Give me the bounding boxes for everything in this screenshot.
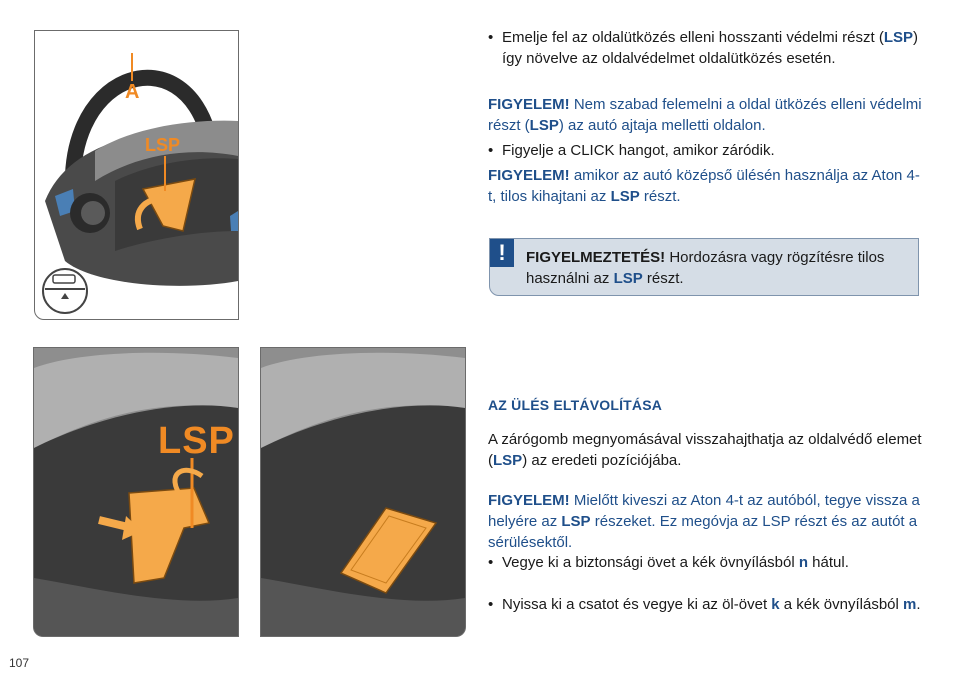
- bullet-raise-lsp: • Emelje fel az oldalütközés elleni hosszanti védelmi részt (LSP) így növelve az oldalvédelmet oldalütközés esetén.: [488, 27, 928, 69]
- exclamation-icon: !: [490, 239, 514, 267]
- bullet-open-buckle: • Nyissa ki a csatot és vegye ki az öl-övet k a kék övnyílásból m.: [488, 594, 928, 615]
- warning-text: FIGYELMEZTETÉS! Hordozásra vagy rögzítésre tilos használni az LSP részt.: [526, 249, 885, 287]
- bullet-click: • Figyelje a CLICK hangot, amikor záródik.: [488, 140, 928, 161]
- note-before-removal: FIGYELEM! Mielőtt kiveszi az Aton 4-t az autóból, tegye vissza a helyére az LSP részeket. Ez megóvja az LSP részt és az autót a sérülésektől.: [488, 492, 920, 551]
- carrier-figure: [34, 30, 239, 320]
- lsp-folded-illustration: [261, 348, 465, 636]
- lsp-fold-figure: [33, 347, 239, 637]
- page-number: 107: [9, 656, 30, 670]
- carrier-illustration: [35, 31, 238, 319]
- note-door-side: FIGYELEM! Nem szabad felemelni a oldal ütközés elleni védelmi részt (LSP) az autó ajtaja melletti oldalon.: [488, 96, 922, 134]
- label-lsp-top: LSP: [145, 135, 181, 155]
- label-lsp-bottom: LSP: [158, 420, 235, 462]
- lsp-folded-figure: [260, 347, 466, 637]
- section-paragraph: A zárógomb megnyomásával visszahajthatja az oldalvédő elemet (LSP) az eredeti pozíciójába.: [488, 431, 922, 469]
- note-middle-seat: FIGYELEM! amikor az autó középső ülésén használja az Aton 4-t, tilos kihajtani az LSP részt.: [488, 167, 920, 205]
- bullet-remove-belt: • Vegye ki a biztonsági övet a kék övnyílásból n hátul.: [488, 552, 928, 573]
- section-heading: AZ ÜLÉS ELTÁVOLÍTÁSA: [488, 397, 663, 413]
- warning-box: [489, 238, 919, 296]
- lsp-fold-illustration: [34, 348, 238, 636]
- label-a: A: [125, 81, 140, 103]
